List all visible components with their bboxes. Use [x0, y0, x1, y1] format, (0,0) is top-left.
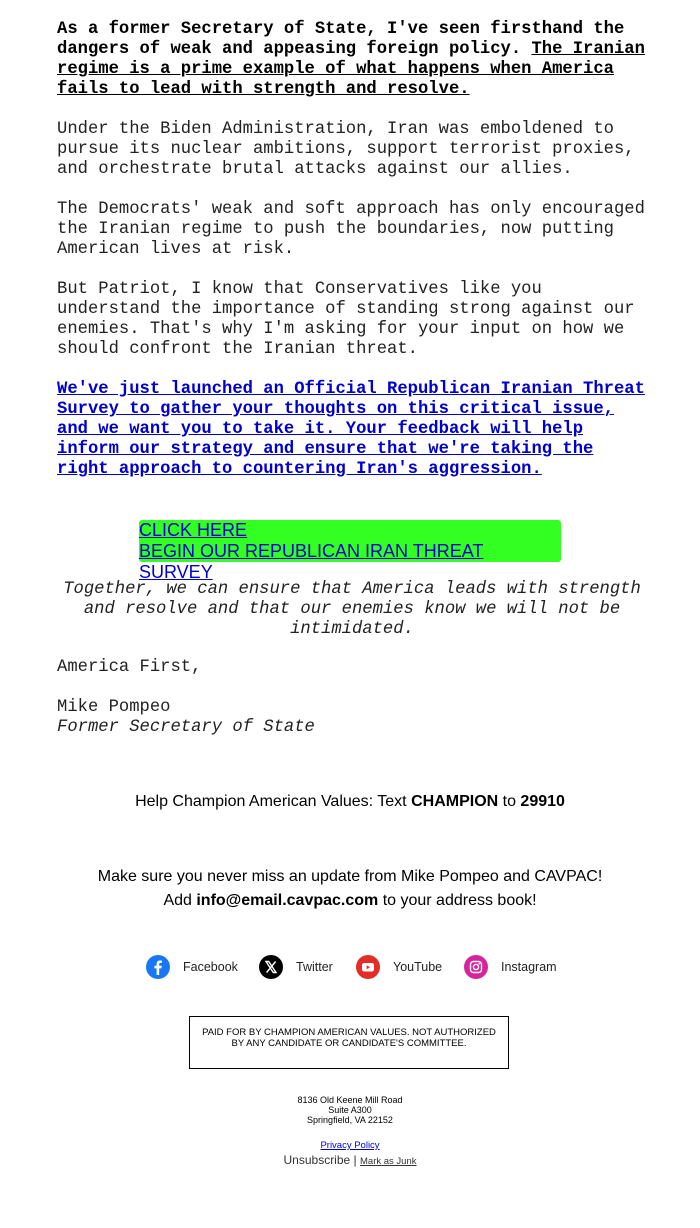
closing-statement: Together, we can ensure that America leads with strength and resolve and that our enemies know we will not be intimidated. [63, 580, 641, 639]
address-line-3: Springfield, VA 22152 [307, 1115, 393, 1125]
youtube-icon [356, 955, 380, 979]
paid-for-disclaimer [189, 1016, 509, 1069]
add-suffix: to your address book! [378, 892, 537, 909]
twitter-label: Twitter [296, 960, 333, 974]
social-instagram-link[interactable] [464, 954, 557, 980]
facebook-label: Facebook [183, 960, 238, 974]
signoff-block [57, 658, 647, 738]
survey-cta-button[interactable] [139, 520, 561, 582]
mark-as-junk-link[interactable]: Mark as Junk [360, 1156, 417, 1167]
x-icon [259, 955, 283, 979]
text-middle: to [498, 793, 521, 810]
paragraph-democrats: The Democrats' weak and soft approach has only encouraged the Iranian regime to push the boundaries, now putting American lives at risk. [57, 200, 645, 259]
sender-email: info@email.cavpac.com [196, 892, 379, 909]
disclaimer-text: PAID FOR BY CHAMPION AMERICAN VALUES. NOT AUTHORIZED BY ANY CANDIDATE OR CANDIDATE'S COMMITTEE. [202, 1027, 496, 1049]
paragraph-patriot: But Patriot, I know that Conservatives like you understand the importance of standing strong against our enemies. That's why I'm asking for your input on how we should confront the Iranian threat. [57, 280, 635, 359]
salutation: America First, [57, 658, 202, 677]
instagram-icon [464, 955, 488, 979]
survey-text-link[interactable]: We've just launched an Official Republican Iranian Threat Survey to gather your thoughts on this critical issue, and we want you to take it. Your feedback will help inform our strategy and ensure that we're taking the right approach to countering Iran's aggression. [57, 380, 645, 479]
intro-paragraph [57, 20, 647, 100]
footer-links [0, 1140, 700, 1169]
facebook-icon [146, 955, 170, 979]
signer-name: Mike Pompeo [57, 698, 171, 717]
text-to-donate-line [0, 793, 700, 811]
text-keyword: CHAMPION [411, 793, 499, 810]
instagram-label: Instagram [501, 960, 557, 974]
text-number: 29910 [520, 793, 565, 810]
social-facebook-link[interactable] [146, 954, 238, 980]
update-notice [0, 865, 700, 913]
address-line-1: 8136 Old Keene Mill Road [297, 1095, 403, 1105]
paragraph-biden: Under the Biden Administration, Iran was emboldened to pursue its nuclear ambitions, support terrorist proxies, and orchestrate brutal attacks against our allies. [57, 120, 635, 179]
address-book-line [0, 889, 700, 913]
social-youtube-link[interactable] [356, 954, 442, 980]
intro-text: As a former Secretary of State, I've seen firsthand the dangers of weak and appeasing foreign policy. [57, 20, 625, 59]
cta-click-here-link[interactable]: CLICK HERE [139, 520, 248, 540]
footer-separator: | [350, 1153, 360, 1167]
letter-body [57, 20, 647, 500]
signer-title: Former Secretary of State [57, 718, 315, 737]
cta-begin-survey-link[interactable]: BEGIN OUR REPUBLICAN IRAN THREAT SURVEY [139, 541, 484, 582]
text-prefix: Help Champion American Values: Text [135, 793, 412, 810]
privacy-policy-link[interactable]: Privacy Policy [320, 1140, 380, 1151]
update-line: Make sure you never miss an update from Mike Pompeo and CAVPAC! [97, 868, 603, 885]
social-twitter-link[interactable] [259, 954, 333, 980]
add-prefix: Add [163, 892, 197, 909]
youtube-label: YouTube [393, 960, 443, 974]
mailing-address [0, 1095, 700, 1125]
address-line-2: Suite A300 [328, 1105, 372, 1115]
intro-emphasis: The Iranian regime is a prime example of what happens when America fails to lead with strength and resolve. [57, 40, 645, 99]
unsubscribe-link[interactable]: Unsubscribe [283, 1153, 351, 1167]
